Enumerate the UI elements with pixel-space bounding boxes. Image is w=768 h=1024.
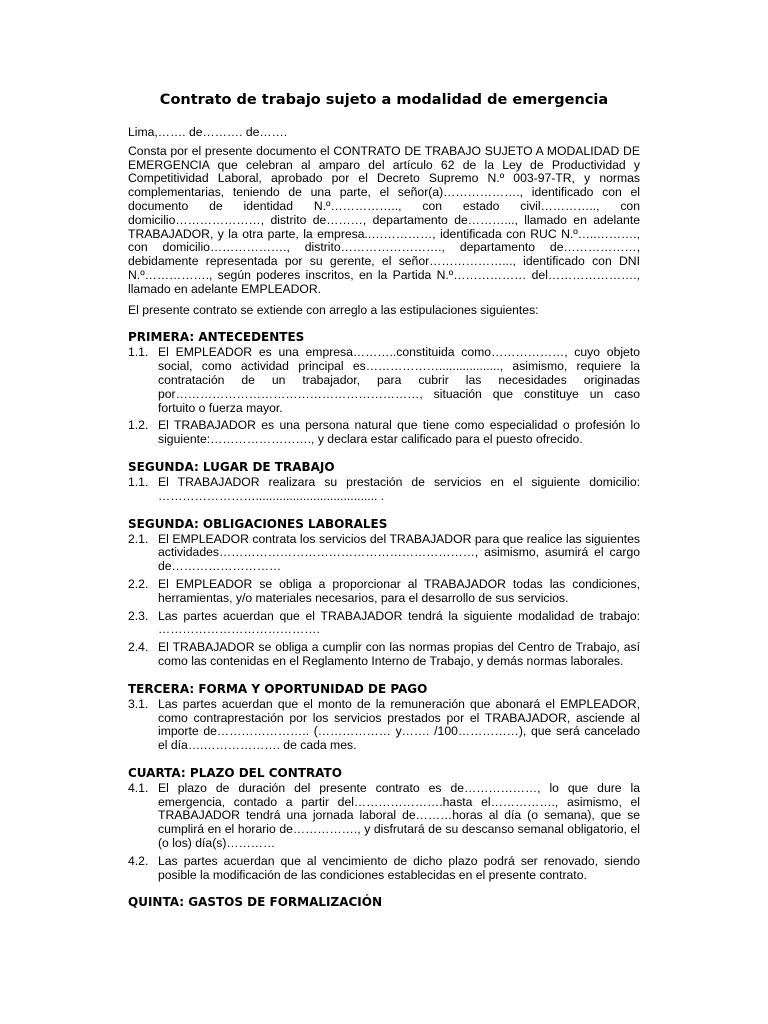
clause (128, 346, 640, 415)
clause-text: El plazo de duración del presente contrato es de………………, lo que dure la emergencia, contado a partir del………………….hasta el……………., asimismo, el TRABAJADOR tendrá una jornada laboral de………horas al día (o semana), que se cumplirá en el horario de……………., y disfrutará de su descanso semanal obligatorio, el (o los) día(s)………… (158, 780, 640, 851)
clause-text: El TRABAJADOR realizara su prestación de servicios en el siguiente domicilio: …………………….................................... . (158, 474, 640, 503)
lead-paragraph: El presente contrato se extiende con arreglo a las estipulaciones siguientes: (128, 302, 539, 317)
section-heading: QUINTA: GASTOS DE FORMALIZACIÓN (128, 895, 382, 910)
clause-number: 2.3. (128, 608, 149, 623)
clause (128, 782, 640, 851)
clause-text: Las partes acuerdan que al vencimiento de dicho plazo podrá ser renovado, siendo posible la modificación de las condiciones establecidas en el presente contrato. (158, 853, 640, 882)
dateline: Lima,……. de………. de……. (128, 125, 288, 139)
section-heading: CUARTA: PLAZO DEL CONTRATO (128, 765, 342, 780)
clause-text: El EMPLEADOR es una empresa………..constituida como………………, cuyo objeto social, como actividad principal es……………….................., asimismo, requiere la contratación de un trabajador, para cubrir las necesidades originadas por……………………………………………………, situación que constituye un caso fortuito o fuerza mayor. (158, 345, 640, 415)
clause (128, 578, 640, 606)
clause-number: 4.1. (128, 780, 149, 795)
clause (128, 855, 640, 883)
clause (128, 641, 640, 669)
clause (128, 533, 640, 574)
clause-text: El TRABAJADOR se obliga a cumplir con las normas propias del Centro de Trabajo, así como las contenidas en el Reglamento Interno de Trabajo, y demás normas laborales. (158, 640, 640, 668)
clause-number: 2.1. (128, 531, 149, 546)
clause-number: 3.1. (128, 696, 149, 711)
intro-paragraph: Consta por el presente documento el CONTRATO DE TRABAJO SUJETO A MODALIDAD DE EMERGENCIA que celebran al amparo del artículo 62 de la Ley de Productividad y Competitividad Laboral, aprobado por el Decreto Supremo N.º 003-97-TR, y normas complementarias, teniendo de una parte, el señor(a)………………., identificado con el documento de identidad N.º…………….., con estado civil………….., con domicilio…………………, distrito de………, departamento de………..., llamado en adelante TRABAJADOR, y la otra parte, la empresa..……………, identificada con RUC N.º…..………., con domicilio………………., distrito……………………., departamento de………………, debidamente representada por su gerente, el señor………………..., identificado con DNI N.º……………., según poderes inscritos, en la Partida N.º……………… del…………………., llamado en adelante EMPLEADOR. (128, 143, 640, 296)
section-heading: SEGUNDA: LUGAR DE TRABAJO (128, 459, 335, 474)
clause-text: El EMPLEADOR contrata los servicios del TRABAJADOR para que realice las siguientes actividades………………………………………………………, asimismo, asumirá el cargo de……………………… (158, 531, 640, 574)
clause-text: Las partes acuerdan que el monto de la remuneración que abonará el EMPLEADOR, como contraprestación por los servicios prestados por el TRABAJADOR, asciende al importe de………………….. (……………… y……. /100……………), que será cancelado el día….………………. de cada mes. (158, 696, 640, 753)
section-heading: PRIMERA: ANTECEDENTES (128, 330, 305, 345)
clause-number: 2.4. (128, 640, 149, 655)
section-segunda-lugar (128, 460, 640, 504)
section-quinta (128, 895, 640, 909)
clause (128, 419, 640, 447)
section-heading: SEGUNDA: OBLIGACIONES LABORALES (128, 516, 388, 531)
section-primera (128, 330, 640, 447)
clause-text: El TRABAJADOR es una persona natural que tiene como especialidad o profesión lo siguiente:……………………., y declara estar calificado para el puesto ofrecido. (158, 418, 640, 447)
section-tercera (128, 682, 640, 753)
section-cuarta (128, 766, 640, 883)
section-segunda-obligaciones (128, 517, 640, 669)
clause (128, 476, 640, 504)
clause-number: 1.1. (128, 474, 149, 489)
section-heading: TERCERA: FORMA Y OPORTUNIDAD DE PAGO (128, 681, 428, 696)
clause-number: 1.1. (128, 345, 149, 360)
clause (128, 698, 640, 753)
document-title: Contrato de trabajo sujeto a modalidad de emergencia (159, 92, 609, 108)
clause-text: Las partes acuerdan que el TRABAJADOR tendrá la siguiente modalidad de trabajo: …………………………………. (158, 608, 640, 637)
clause-number: 1.2. (128, 418, 149, 433)
clause-number: 4.2. (128, 853, 149, 868)
clause-text: El EMPLEADOR se obliga a proporcionar al TRABAJADOR todas las condiciones, herramientas, y/o materiales necesarios, para el desarrollo de sus servicios. (158, 576, 640, 605)
clause (128, 610, 640, 638)
clause-number: 2.2. (128, 576, 149, 591)
